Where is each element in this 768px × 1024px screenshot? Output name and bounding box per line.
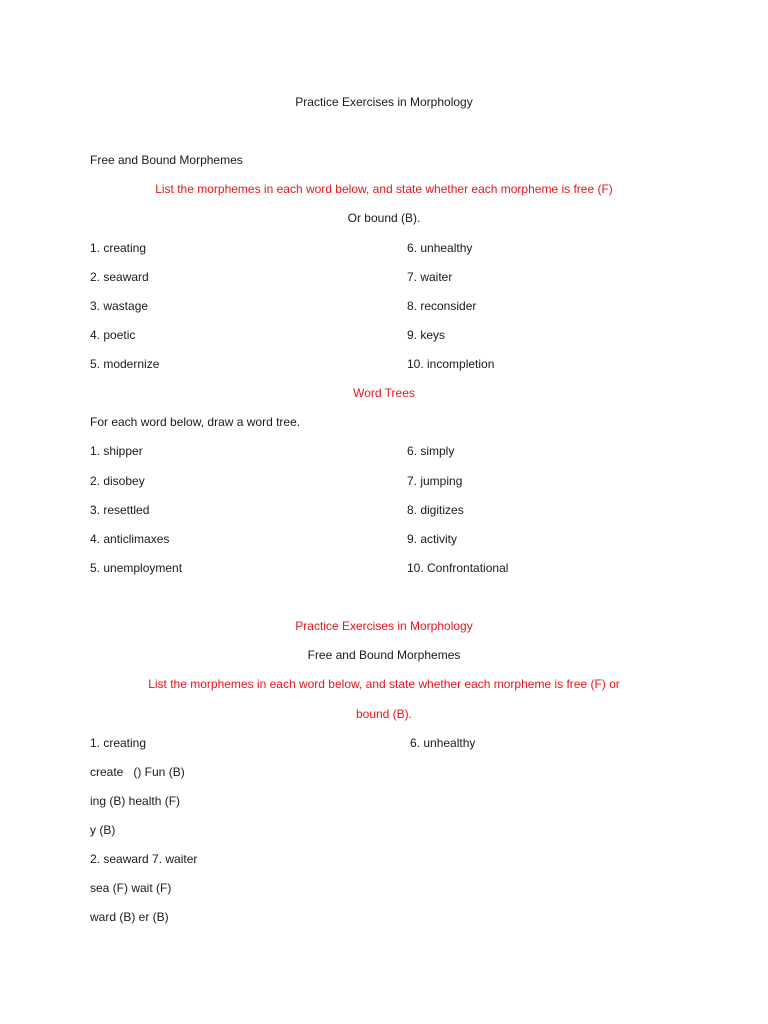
list-item: 8. reconsider	[407, 299, 477, 313]
list-item: 10. Confrontational	[407, 561, 509, 575]
list-item: 4. poetic	[90, 328, 136, 342]
answer-line: 2. seaward 7. waiter	[90, 852, 198, 866]
list-item: 5. unemployment	[90, 561, 183, 575]
list-item: 1. shipper	[90, 444, 143, 458]
list-item: 3. wastage	[90, 299, 149, 313]
answer-line: create () Fun (B)	[90, 765, 185, 779]
section-heading-free-bound: Free and Bound Morphemes	[90, 153, 243, 167]
list-item: 3. resettled	[90, 503, 150, 517]
instruction-line-2: Or bound (B).	[347, 211, 421, 225]
answers-subtitle: Free and Bound Morphemes	[307, 648, 461, 662]
answer-line: y (B)	[90, 823, 116, 837]
answer-line: sea (F) wait (F)	[90, 881, 172, 895]
list-item: 6. simply	[407, 444, 455, 458]
answers-title: Practice Exercises in Morphology	[295, 619, 473, 633]
answer-line: ing (B) health (F)	[90, 794, 181, 808]
list-item: 4. anticlimaxes	[90, 532, 170, 546]
list-item: 9. keys	[407, 328, 446, 342]
answer-row-right: 6. unhealthy	[410, 736, 476, 750]
answers-instruction-line-2: bound (B).	[355, 707, 413, 721]
answer-line: ward (B) er (B)	[90, 910, 169, 924]
doc-title: Practice Exercises in Morphology	[295, 95, 473, 109]
list-item: 2. seaward	[90, 270, 149, 284]
section-heading-word-trees: Word Trees	[353, 386, 415, 400]
list-item: 9. activity	[407, 532, 458, 546]
list-item: 7. waiter	[407, 270, 453, 284]
answers-instruction-line-1: List the morphemes in each word below, and state whether each morpheme is free (F) or	[148, 677, 620, 691]
instruction-line-1: List the morphemes in each word below, and state whether each morpheme is free (F)	[155, 182, 613, 196]
list-item: 8. digitizes	[407, 503, 464, 517]
list-item: 1. creating	[90, 241, 147, 255]
list-item: 10. incompletion	[407, 357, 495, 371]
word-trees-instruction: For each word below, draw a word tree.	[90, 415, 301, 429]
list-item: 7. jumping	[407, 474, 463, 488]
list-item: 5. modernize	[90, 357, 160, 371]
list-item: 2. disobey	[90, 474, 145, 488]
answer-row-left: 1. creating	[90, 736, 147, 750]
list-item: 6. unhealthy	[407, 241, 473, 255]
